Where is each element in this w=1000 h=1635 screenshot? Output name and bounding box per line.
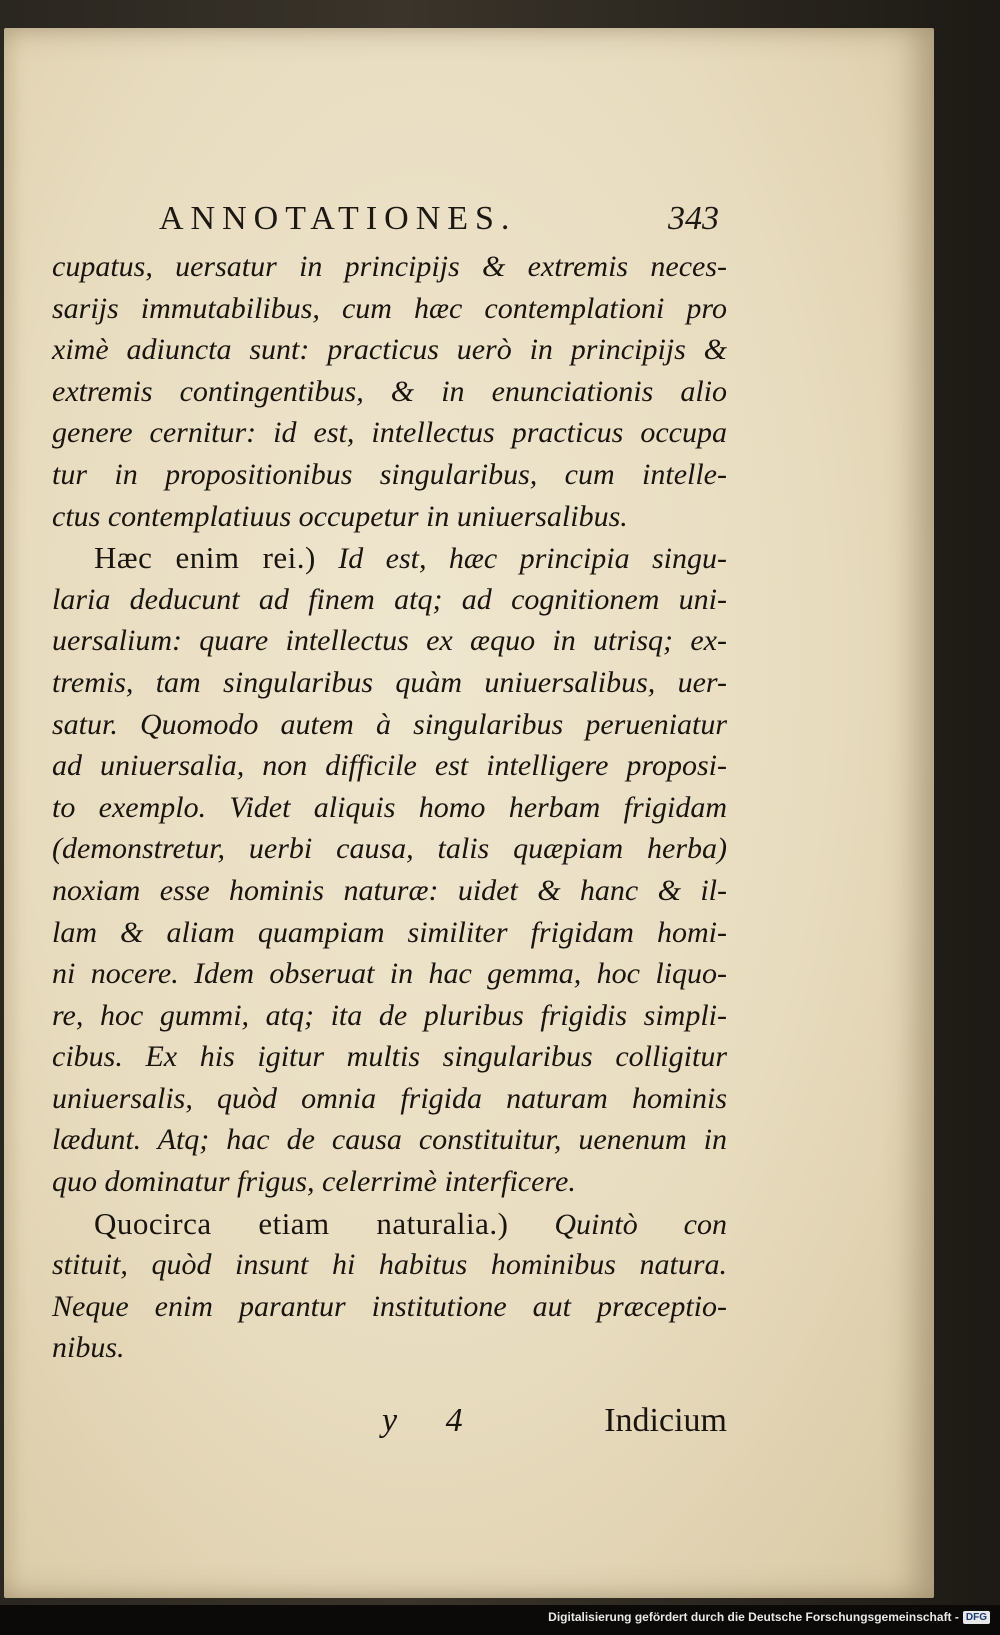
text-line: lædunt. Atq; hac de causa constituitur, uenenum in [52, 1123, 727, 1157]
text-line: Neque enim parantur institutione aut præceptio- [52, 1289, 727, 1323]
text-line: tur in propositionibus singularibus, cum intelle- [52, 457, 727, 491]
text-span: Quintò con [554, 1207, 727, 1241]
text-line: to exemplo. Videt aliquis homo herbam frigidam [52, 790, 727, 824]
body-text [52, 246, 727, 1369]
text-line: ni nocere. Idem obseruat in hac gemma, hoc liquo- [52, 957, 727, 991]
page-footer [52, 1402, 727, 1452]
text-line: uniuersalis, quòd omnia frigida naturam hominis [52, 1081, 727, 1115]
text-line: (demonstretur, uerbi causa, talis quæpiam herba) [52, 832, 727, 866]
book-page [4, 28, 934, 1598]
lemma-line [52, 1203, 727, 1245]
text-line: cupatus, uersatur in principijs & extremis neces- [52, 250, 727, 283]
dfg-logo: DFG [963, 1611, 990, 1624]
text-line: genere cernitur: id est, intellectus practicus occupa [52, 416, 727, 450]
text-span: Id est, hæc principia singu- [338, 542, 728, 576]
text-line: re, hoc gummi, atq; ita de pluribus frigidis simpli- [52, 998, 727, 1032]
text-line: sarijs immutabilibus, cum hæc contemplationi pro [52, 291, 727, 325]
text-line: ctus contemplatiuus occupetur in uniuersalibus. [52, 499, 628, 533]
credit-text: Digitalisierung gefördert durch die Deutsche Forschungsgemeinschaft - [548, 1610, 959, 1624]
lemma: Hæc enim rei.) [94, 540, 316, 576]
text-line: nibus. [52, 1331, 125, 1365]
text-line: extremis contingentibus, & in enunciationis alio [52, 374, 727, 408]
catchword: Indicium [604, 1402, 727, 1439]
text-line: cibus. Ex his igitur multis singularibus colligitur [52, 1040, 727, 1074]
text-line: stituit, quòd insunt hi habitus hominibus natura. [52, 1248, 727, 1282]
text-line: tremis, tam singularibus quàm uniuersalibus, uer- [52, 665, 727, 699]
page-header [159, 200, 719, 240]
lemma: Quocirca etiam naturalia.) [94, 1205, 509, 1241]
text-line: lam & aliam quampiam similiter frigidam homi- [52, 915, 727, 949]
text-line: ad uniuersalia, non difficile est intelligere proposi- [52, 749, 727, 783]
text-line: ximè adiuncta sunt: practicus uerò in principijs & [52, 333, 727, 367]
text-line: satur. Quomodo autem à singularibus perueniatur [52, 707, 727, 741]
text-line: laria deducunt ad finem atq; ad cognitionem uni- [52, 582, 727, 616]
signature-mark: y 4 [382, 1402, 483, 1439]
lemma-line [52, 537, 727, 579]
page-number: 343 [668, 200, 719, 237]
running-head: ANNOTATIONES. [159, 200, 517, 237]
text-line: uersalium: quare intellectus ex æquo in utrisq; ex- [52, 624, 727, 658]
text-line: quo dominatur frigus, celerrimè interficere. [52, 1165, 576, 1199]
text-line: noxiam esse hominis naturæ: uidet & hanc & il- [52, 873, 727, 907]
digitization-credit [548, 1607, 990, 1627]
